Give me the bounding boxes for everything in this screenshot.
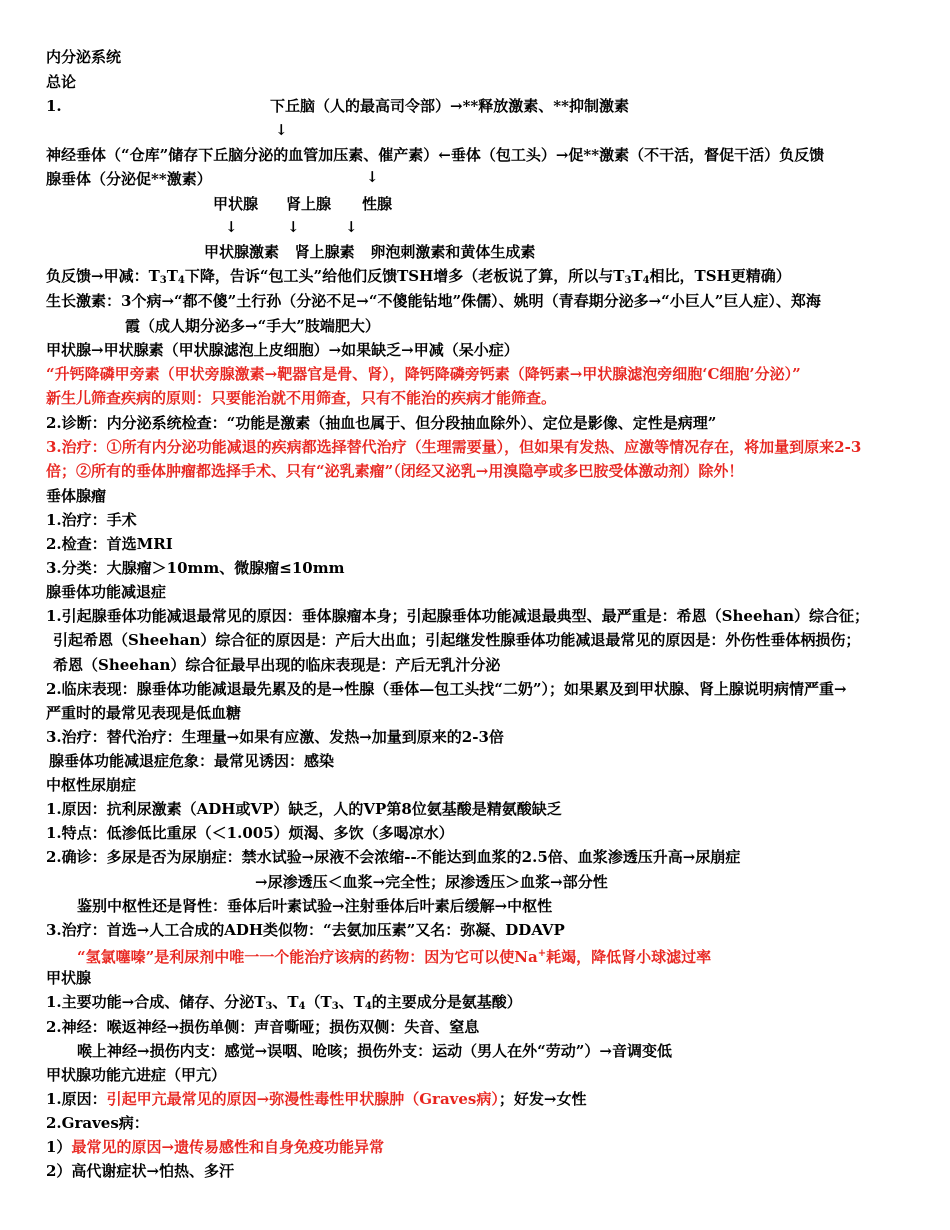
nerve-line: 2.神经：喉返神经→损伤单侧：声音嘶哑；损伤双侧：失音、窒息 <box>46 1018 480 1036</box>
section-heading-hyperthyroidism: 甲状腺功能亢进症（甲亢） <box>46 1066 227 1084</box>
adeno-pituitary-line: 腺垂体（分泌促**激素） <box>46 170 212 188</box>
document-title: 内分泌系统 <box>46 48 122 66</box>
nerve-line-cont: 喉上神经→损伤内支：感觉→误咽、呛咳；损伤外支：运动（男人在外“劳动”）→音调变低 <box>77 1042 672 1060</box>
treatment-line: 3.治疗：替代治疗：生理量→如果有应激、发热→加量到原来的2-3倍 <box>46 728 504 746</box>
growth-hormone-line-cont: 霞（成人期分泌多→“手大”肢端肥大） <box>125 317 380 335</box>
clinical-line: 2.临床表现：腺垂体功能减退最先累及的是→性腺（垂体—包工头找“二奶”）；如果累及到甲状腺、肾上腺说明病情严重→ <box>46 680 847 698</box>
calcium-note: “升钙降磷甲旁素（甲状旁腺激素→靶器官是骨、肾），降钙降磷旁钙素（降钙素→甲状腺滤泡旁细胞‘C细胞’分泌）” <box>46 365 801 383</box>
feature-line: 1.特点：低渗低比重尿（＜1.005）烦渴、多饮（多喝凉水） <box>46 824 454 842</box>
clinical-line-cont: 严重时的最常见表现是低血糖 <box>46 704 242 722</box>
crisis-line: 腺垂体功能减退症危象：最常见诱因：感染 <box>49 752 335 770</box>
graves-item: 2）高代谢症状→怕热、多汗 <box>46 1162 235 1180</box>
graves-item: 1）最常见的原因→遗传易感性和自身免疫功能异常 <box>46 1138 385 1156</box>
down-arrow-icon: ↓ <box>275 121 288 139</box>
gland-thyroid: 甲状腺 <box>213 195 259 213</box>
cause-line: 1.原因：抗利尿激素（ADH或VP）缺乏，人的VP第8位氨基酸是精氨酸缺乏 <box>46 800 562 818</box>
item-number: 1. <box>46 97 62 115</box>
list-item: 2.检查：首选MRI <box>46 535 173 553</box>
hormones-line: 甲状腺激素 肾上腺素 卵泡刺激素和黄体生成素 <box>204 243 536 261</box>
gland-adrenal: 肾上腺 <box>286 195 332 213</box>
confirm-line-cont: →尿渗透压＜血浆→完全性；尿渗透压＞血浆→部分性 <box>255 873 608 891</box>
cause-line: 1.引起腺垂体功能减退最常见的原因：垂体腺瘤本身；引起腺垂体功能减退最典型、最严重是：希恩（Sheehan）综合征； <box>46 607 870 625</box>
section-heading-hypopituitarism: 腺垂体功能减退症 <box>46 583 167 601</box>
section-heading-diabetes-insipidus: 中枢性尿崩症 <box>46 776 137 794</box>
function-line: 1.主要功能→合成、储存、分泌$T_3$、$T_4(T_3$、$T_4$的主要成分是氨基酸） <box>46 993 522 1012</box>
cause-line: 1.原因：引起甲亢最常见的原因→弥漫性毒性甲状腺肿（Graves病）；好发→女性 <box>46 1090 587 1108</box>
differential-line: 鉴别中枢性还是肾性：垂体后叶素试验→注射垂体后叶素后缓解→中枢性 <box>77 897 553 915</box>
list-item: 3.分类：大腺瘤＞10mm、微腺瘤≤10mm <box>46 559 345 577</box>
confirm-line: 2.确诊：多尿是否为尿崩症：禁水试验→尿液不会浓缩--不能达到血浆的2.5倍、血浆渗透压升高→尿崩症 <box>46 848 741 866</box>
gland-gonad: 性腺 <box>362 195 393 213</box>
section-heading-overview: 总论 <box>46 73 77 91</box>
cause-line-cont: 希恩（Sheehan）综合征最早出现的临床表现是：产后无乳汁分泌 <box>53 656 501 674</box>
list-item: 1.治疗：手术 <box>46 511 137 529</box>
growth-hormone-line: 生长激素：3个病→“都不傻”土行孙（分泌不足→“不傻能钻地”侏儒）、姚明（青春期分泌多→“小巨人”巨人症）、郑海 <box>46 292 821 310</box>
treatment-line-cont: 倍；②所有的垂体肿瘤都选择手术、只有“泌乳素瘤”（闭经又泌乳→用溴隐亭或多巴胺受体激动剂）除外！ <box>46 462 744 480</box>
down-arrow-icon: ↓ <box>366 168 379 186</box>
section-heading-thyroid: 甲状腺 <box>46 969 92 987</box>
section-heading-pituitary-adenoma: 垂体腺瘤 <box>46 487 107 505</box>
treatment-line: 3.治疗：①所有内分泌功能减退的疾病都选择替代治疗（生理需要量），但如果有发热、应激等情况存在，将加量到原来2-3 <box>46 438 862 456</box>
treatment-line: 3.治疗：首选→人工合成的ADH类似物：“去氨加压素”又名：弥凝、DDAVP <box>46 921 565 939</box>
thyroid-line: 甲状腺→甲状腺素（甲状腺滤泡上皮细胞）→如果缺乏→甲减（呆小症） <box>46 341 519 359</box>
newborn-screening-note: 新生儿筛查疾病的原则：只要能治就不用筛查，只有不能治的疾病才能筛查。 <box>46 389 557 407</box>
cause-line-cont: 引起希恩（Sheehan）综合征的原因是：产后大出血；引起继发性腺垂体功能减退最常见的原因是：外伤性垂体柄损伤； <box>53 631 861 649</box>
feedback-line: 负反馈→甲减：$T_3T_4$下降，告诉“包工头”给他们反馈TSH增多（老板说了算，所以与$T_3T_4$相比，TSH更精确） <box>46 267 791 286</box>
down-arrow-icon: ↓ <box>287 218 300 236</box>
diagnosis-line: 2.诊断：内分泌系统检查：“功能是激素（抽血也属于、但分段抽血除外）、定位是影像、定性是病理” <box>46 414 717 432</box>
hypothalamus-line: 下丘脑（人的最高司令部）→**释放激素、**抑制激素 <box>270 97 629 115</box>
graves-heading: 2.Graves病： <box>46 1114 149 1132</box>
down-arrow-icon: ↓ <box>225 218 238 236</box>
hydrochlorothiazide-note: “氢氯噻嗪”是利尿剂中唯一一个能治疗该病的药物：因为它可以使Na+耗竭，降低肾小球滤过率 <box>77 948 712 966</box>
neuro-pituitary-line: 神经垂体（“仓库”储存下丘脑分泌的血管加压素、催产素）←垂体（包工头）→促**激素（不干活，督促干活）负反馈 <box>46 146 825 164</box>
down-arrow-icon: ↓ <box>345 218 358 236</box>
